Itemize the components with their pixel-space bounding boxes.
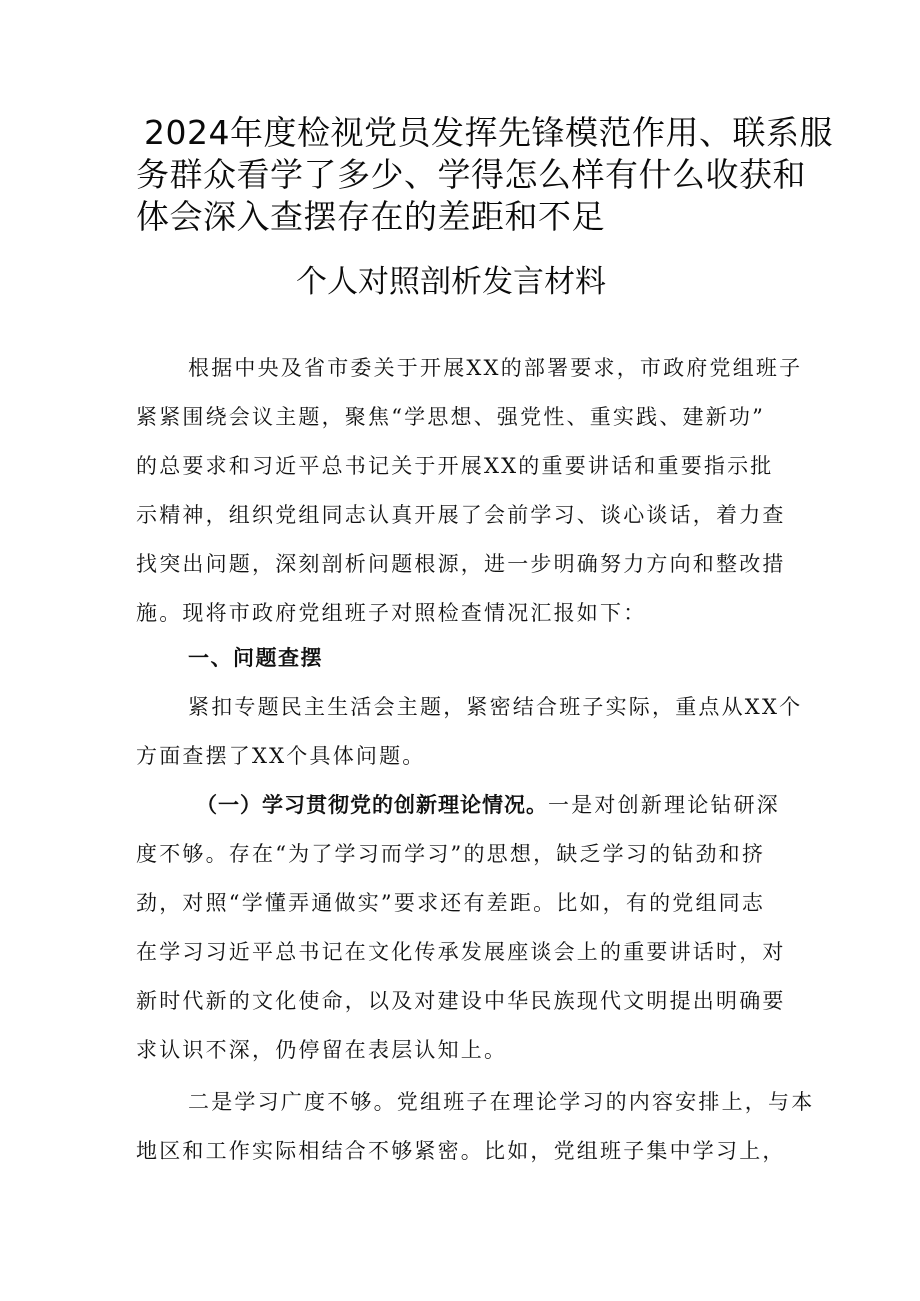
para2-line-1: 二是学习广度不够。党组班子在理论学习的内容安排上，与本 (188, 1090, 815, 1114)
item1-lead: （一）学习贯彻党的创新理论情况。 (196, 793, 548, 817)
intro-line-5: 找突出问题，深刻剖析问题根源，进一步明确努力方向和整改措 (136, 552, 786, 576)
item1-line-3: 劲，对照“学懂弄通做实”要求还有差距。比如，有的党组同志 (136, 891, 766, 915)
section-heading-problems: 一、问题查摆 (188, 646, 323, 670)
section1-intro-line-1: 紧扣专题民主生活会主题，紧密结合班子实际，重点从XX个 (188, 695, 803, 719)
title-line-1: 2024年度检视党员发挥先锋模范作用、联系服 (144, 113, 833, 152)
document-title (136, 112, 833, 238)
intro-line-2: 紧紧围绕会议主题，聚焦“学思想、强党性、重实践、建新功” (136, 405, 766, 429)
title-line-2: 务群众看学了多少、学得怎么样有什么收获和 (136, 155, 806, 194)
para2-line-2: 地区和工作实际相结合不够紧密。比如，党组班子集中学习上， (136, 1139, 786, 1163)
intro-line-1: 根据中央及省市委关于开展XX的部署要求，市政府党组班子 (188, 356, 803, 380)
item1-first-line-rest: 一是对创新理论钻研深 (548, 793, 780, 817)
item1-line-2: 度不够。存在“为了学习而学习”的思想，缺乏学习的钻劲和挤 (136, 842, 766, 866)
intro-line-6: 施。现将市政府党组班子对照检查情况汇报如下： (136, 601, 647, 625)
item1-line-4: 在学习习近平总书记在文化传承发展座谈会上的重要讲话时，对 (136, 940, 786, 964)
title-line-3: 体会深入查摆存在的差距和不足 (136, 197, 605, 236)
item1-first-line (196, 790, 780, 820)
item1-line-6: 求认识不深，仍停留在表层认知上。 (136, 1038, 508, 1062)
intro-line-4: 示精神，组织党组同志认真开展了会前学习、谈心谈话，着力查 (136, 503, 786, 527)
document-subtitle: 个人对照剖析发言材料 (296, 264, 606, 300)
item1-line-5: 新时代新的文化使命，以及对建设中华民族现代文明提出明确要 (136, 989, 786, 1013)
intro-line-3: 的总要求和习近平总书记关于开展XX的重要讲话和重要指示批 (136, 454, 774, 478)
section1-intro-line-2: 方面查摆了XX个具体问题。 (136, 744, 426, 768)
